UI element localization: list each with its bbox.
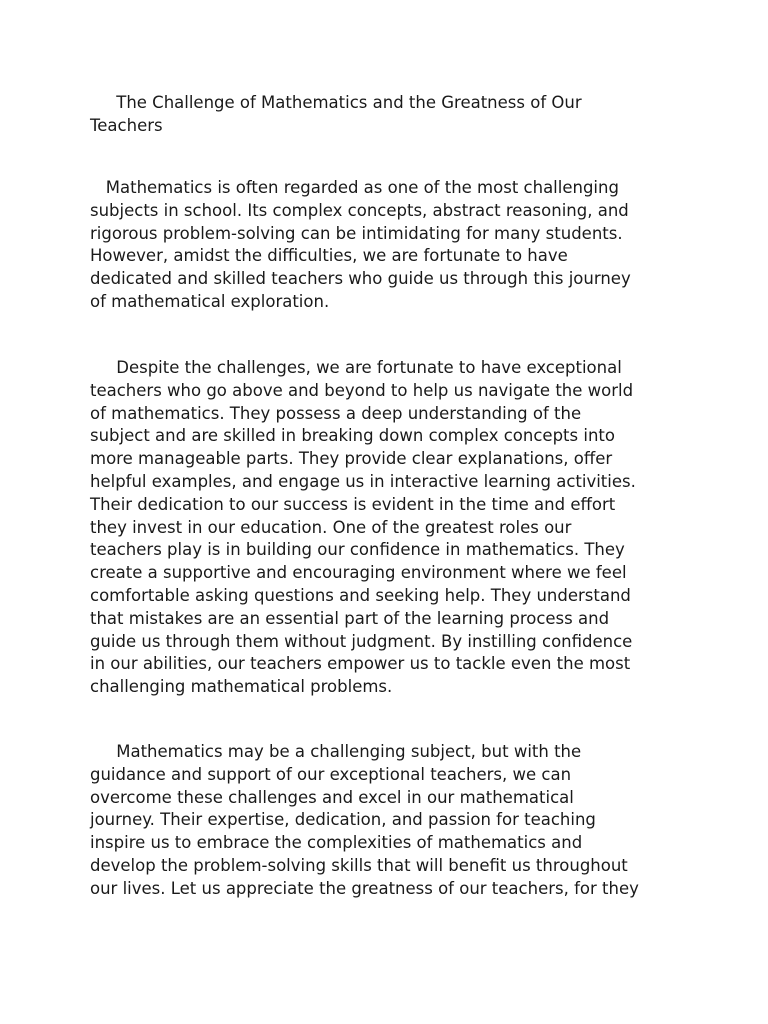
paragraph-3: Mathematics may be a challenging subject, but with the guidance and support of our exceptional teachers, we can overcome these challenges and excel in our mathematical journey. Their expertise, dedication, and passion for teaching inspire us to embrace the complexities of mathematics and develop the problem-solving skills that will benefit us throughout our lives. Let us appreciate the greatness of our teachers, for they: [90, 742, 639, 898]
paragraph-2: Despite the challenges, we are fortunate to have exceptional teachers who go above and beyond to help us navigate the world of mathematics. They possess a deep understanding of the subject and are skilled in breaking down complex concepts into more manageable parts. They provide clear explanations, offer helpful examples, and engage us in interactive learning activities. Their dedication to our success is evident in the time and effort they invest in our education. One of the greatest roles our teachers play is in building our confidence in mathematics. They create a supportive and encouraging environment where we feel comfortable asking questions and seeking help. They understand that mistakes are an essential part of the learning process and guide us through them without judgment. By instilling confidence in our abilities, our teachers empower us to tackle even the most challenging mathematical problems.: [90, 358, 636, 697]
document-title: The Challenge of Mathematics and the Greatness of Our Teachers: [90, 93, 582, 135]
paragraph-1: Mathematics is often regarded as one of the most challenging subjects in school. Its complex concepts, abstract reasoning, and rigorous problem-solving can be intimidating for many students. However, amidst the difficulties, we are fortunate to have dedicated and skilled teachers who guide us through this journey of mathematical exploration.: [90, 178, 631, 311]
